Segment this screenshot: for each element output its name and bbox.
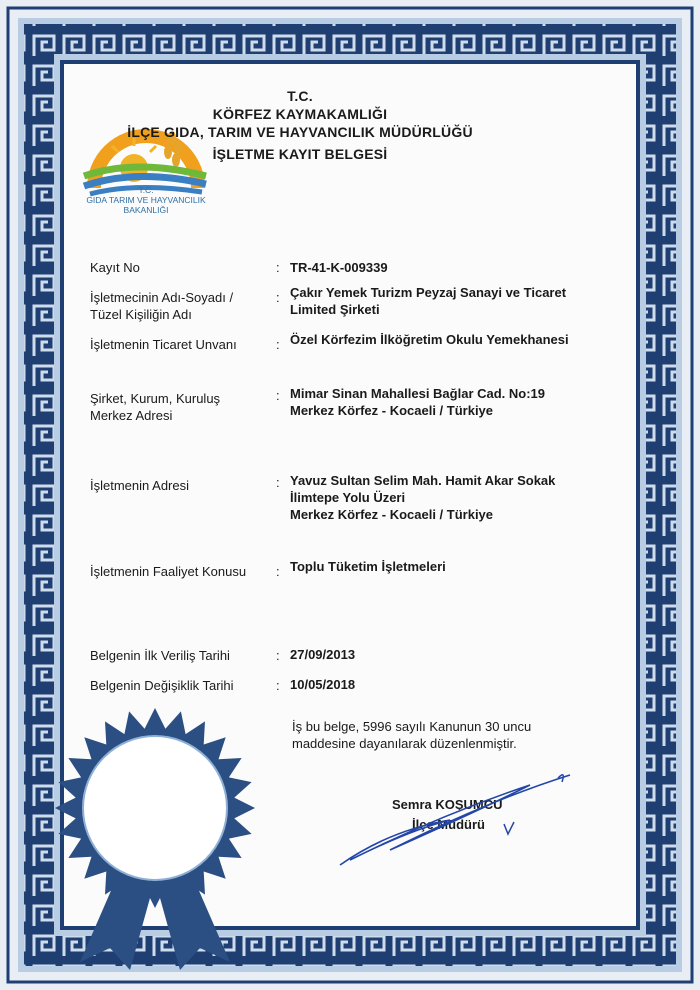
legal-note (292, 718, 592, 752)
logo-text-tc: T.C. (138, 185, 154, 195)
label-merkez-1: Şirket, Kurum, Kuruluş (90, 391, 221, 406)
separator: : (276, 337, 280, 352)
logo-text-bakanlik: BAKANLIĞI (123, 205, 169, 215)
label-ilk-verilis: Belgenin İlk Veriliş Tarihi (90, 648, 230, 663)
separator: : (276, 388, 280, 403)
label-isletmeci-2: Tüzel Kişiliğin Adı (90, 307, 192, 322)
separator: : (276, 564, 280, 579)
value-ilk-verilis: 27/09/2013 (290, 647, 356, 662)
value-kayit-no: TR-41-K-009339 (290, 260, 388, 275)
value-degisiklik: 10/05/2018 (290, 677, 356, 692)
label-isletmeci-1: İşletmecinin Adı-Soyadı / (90, 290, 234, 305)
legal-note-line-2: maddesine dayanılarak düzenlenmiştir. (292, 736, 517, 751)
label-merkez-2: Merkez Adresi (90, 408, 173, 423)
label-faaliyet: İşletmenin Faaliyet Konusu (90, 564, 247, 579)
signer-title: İlçe Müdürü (412, 817, 485, 832)
separator: : (276, 475, 280, 490)
seal-rosette (40, 700, 280, 970)
value-unvan: Özel Körfezim İlköğretim Okulu Yemekhanesi (290, 332, 569, 347)
signer-name: Semra KOŞUMCU (392, 797, 503, 812)
handwritten-signature (330, 760, 590, 880)
value-adres-1: Yavuz Sultan Selim Mah. Hamit Akar Sokak (290, 473, 556, 488)
legal-note-line-1: İş bu belge, 5996 sayılı Kanunun 30 uncu (292, 719, 532, 734)
value-merkez-2: Merkez Körfez - Kocaeli / Türkiye (290, 403, 494, 418)
value-isletmeci-1: Çakır Yemek Turizm Peyzaj Sanayi ve Ticaret (290, 285, 567, 300)
value-adres-3: Merkez Körfez - Kocaeli / Türkiye (290, 507, 494, 522)
separator: : (276, 290, 280, 305)
separator: : (276, 678, 280, 693)
value-faaliyet: Toplu Tüketim İşletmeleri (290, 559, 446, 574)
label-unvan: İşletmenin Ticaret Unvanı (90, 337, 237, 352)
logo-text-ministry: GIDA TARIM VE HAYVANCILIK (86, 195, 206, 205)
value-merkez-1: Mimar Sinan Mahallesi Bağlar Cad. No:19 (290, 386, 546, 401)
value-adres-2: İlimtepe Yolu Üzeri (290, 490, 406, 505)
label-kayit-no: Kayıt No (90, 260, 140, 275)
separator: : (276, 648, 280, 663)
value-isletmeci-2: Limited Şirketi (290, 302, 380, 317)
label-degisiklik: Belgenin Değişiklik Tarihi (90, 678, 234, 693)
separator: : (276, 260, 280, 275)
label-adres: İşletmenin Adresi (90, 478, 189, 493)
